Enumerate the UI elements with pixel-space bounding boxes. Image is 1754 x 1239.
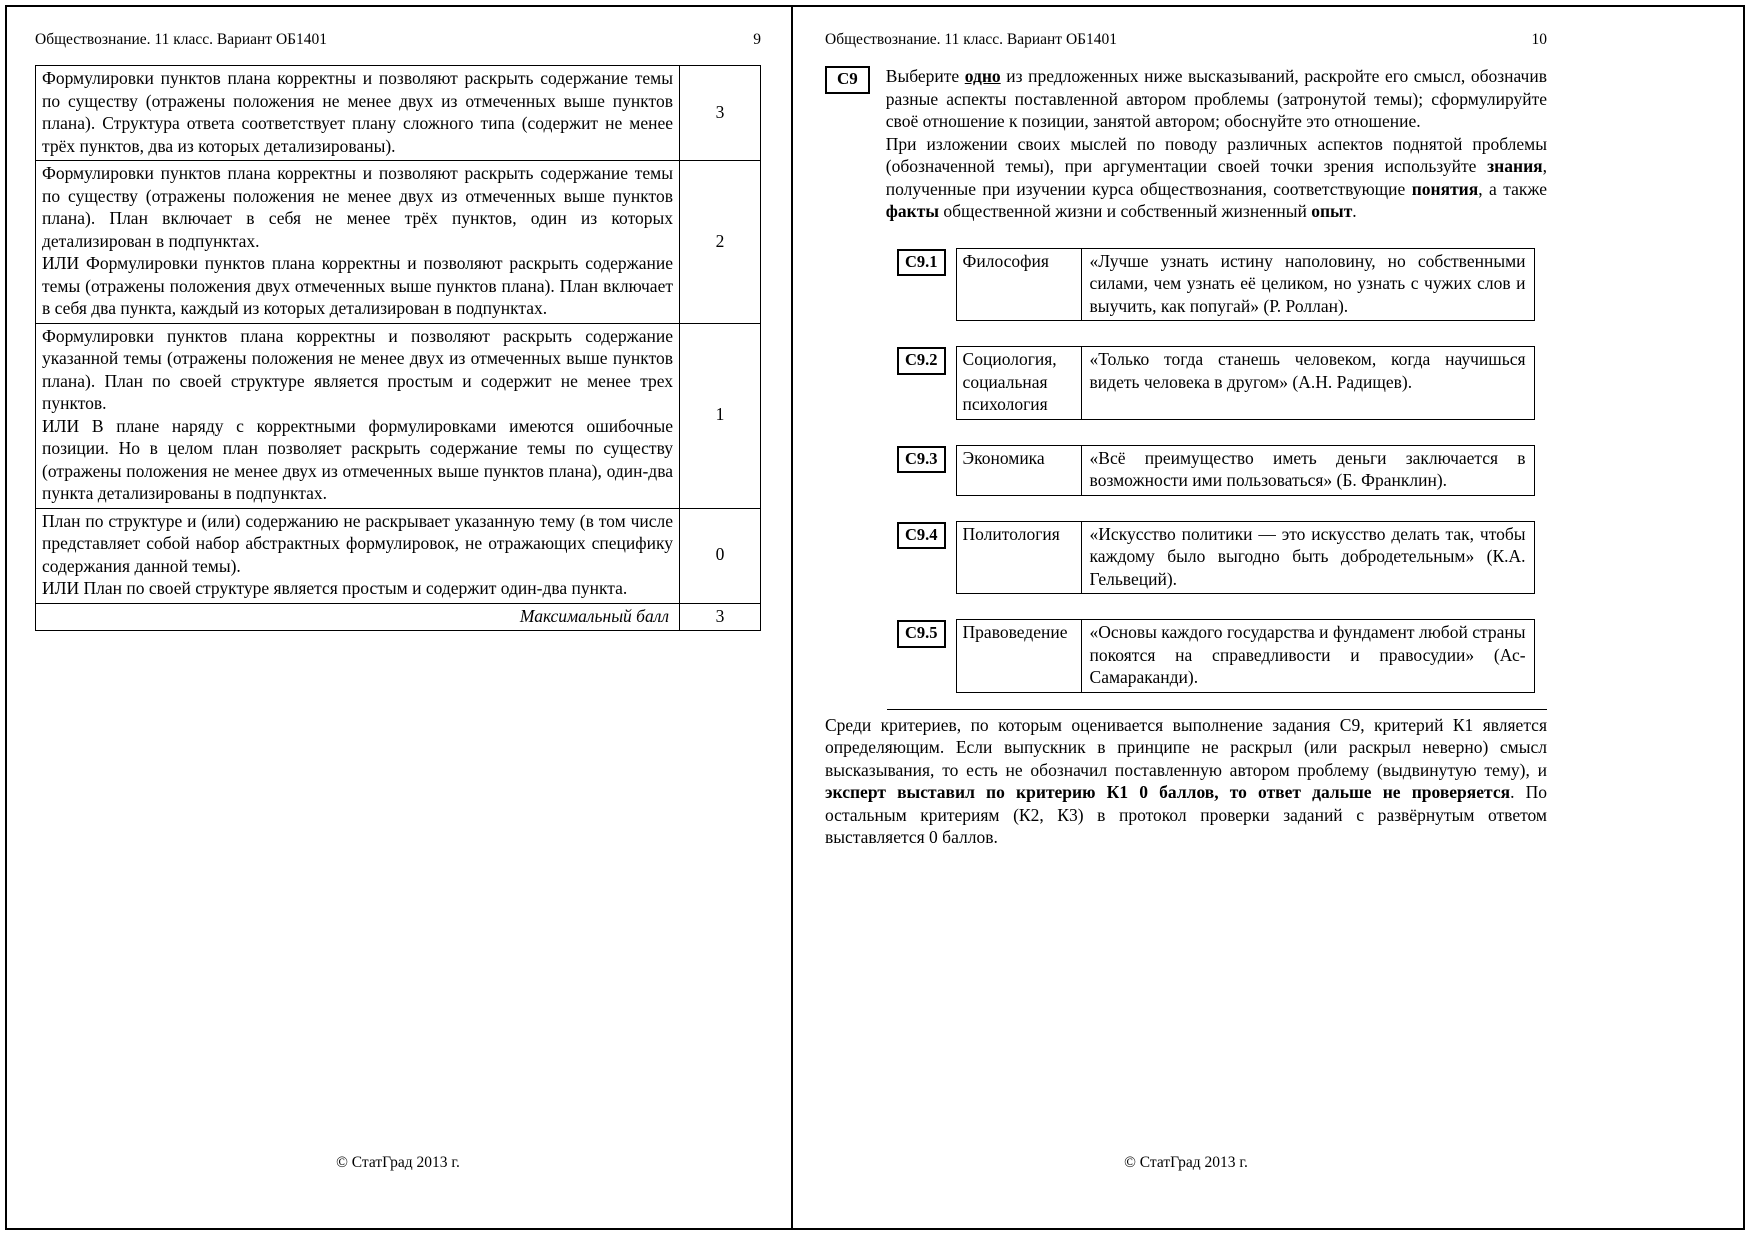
topic-cells <box>956 248 1535 322</box>
text-segment: знания <box>1487 156 1543 176</box>
criterion-text <box>36 323 680 508</box>
criterion-score: 1 <box>680 323 761 508</box>
page-10-content <box>825 31 1547 849</box>
topic-quote: «Искусство политики — это искусство делать так, чтобы каждому было выгодно быть добродетельным» (К.А. Гельвеций). <box>1082 521 1535 595</box>
topic-quote: «Только тогда станешь человеком, когда научишься видеть человека в другом» (А.Н. Радищев). <box>1082 346 1535 420</box>
task-c9-block <box>825 65 1547 223</box>
criterion-paragraph: Формулировки пунктов плана корректны и позволяют раскрыть содержание темы по существу (отражены положения не менее двух из отмеченных выше пунктов плана). Структура ответа соответствует плану сложного типа (содержит не менее трёх пунктов, два из которых детализированы). <box>42 68 673 156</box>
text-segment: , а также <box>1478 178 1547 199</box>
document-title: Обществознание. 11 класс. Вариант ОБ1401 <box>825 31 1118 48</box>
topic-label: С9.4 <box>897 522 946 550</box>
topic-label: С9.3 <box>897 446 946 474</box>
criteria-row-score-1 <box>36 323 761 508</box>
topic-subject: Политология <box>956 521 1082 595</box>
criterion-paragraph: ИЛИ План по своей структуре является простым и содержит один-два пункта. <box>42 578 628 598</box>
topic-quote: «Основы каждого государства и фундамент любой страны покоятся на справедливости и правосудии» (Ас-Самараканди). <box>1082 619 1535 693</box>
page-number: 10 <box>1531 31 1547 48</box>
document-title: Обществознание. 11 класс. Вариант ОБ1401 <box>35 31 328 48</box>
topic-subject: Социология, социальная психология <box>956 346 1082 420</box>
topic-cells <box>956 346 1535 420</box>
topic-row-c9-1 <box>897 248 1547 322</box>
text-segment: , полученные при изучении курса обществознания, соответствующие <box>885 156 1547 199</box>
criterion-paragraph: ИЛИ Формулировки пунктов плана корректны и позволяют раскрыть содержание темы (отражены положения двух отмеченных выше пунктов плана). План включает в себя два пункта, каждый из которых детализирован в подпунктах. <box>42 253 673 318</box>
criterion-paragraph: Формулировки пунктов плана корректны и позволяют раскрыть содержание темы по существу (отражены положения не менее двух из отмеченных выше пунктов плана). План включает в себя не менее трёх пунктов, один из которых детализирован в подпунктах. <box>42 163 673 251</box>
criterion-score: 2 <box>680 161 761 324</box>
text-segment: факты <box>885 201 939 221</box>
grading-note <box>825 714 1547 849</box>
criterion-text <box>36 508 680 603</box>
task-c9-text <box>886 65 1547 223</box>
criterion-text <box>36 161 680 324</box>
page-footer: © СтатГрад 2013 г. <box>336 1154 460 1171</box>
topic-subject: Правоведение <box>956 619 1082 693</box>
criteria-row-score-3 <box>36 66 761 161</box>
criteria-row-score-0 <box>36 508 761 603</box>
topic-subject: Философия <box>956 248 1082 322</box>
text-segment: . По остальным критериям (К2, К3) в протокол проверки заданий с развёрнутым ответом выставляется 0 баллов. <box>825 782 1548 847</box>
criterion-paragraph: Формулировки пунктов плана корректны и позволяют раскрыть содержание указанной темы (отражены положения не менее двух из отмеченных выше пунктов плана). План по своей структуре является простым и содержит не менее трех пунктов. <box>42 325 673 413</box>
text-segment: из предложенных ниже высказываний, раскройте его смысл, обозначив разные аспекты поставленной автором проблемы (затронутой темы); сформулируйте своё отношение к позиции, занятой автором; обоснуйте это отношение. <box>885 66 1547 131</box>
text-segment: одно <box>964 66 1001 86</box>
text-segment: общественной жизни и собственный жизненный <box>938 201 1312 221</box>
text-segment: При изложении своих мыслей по поводу различных аспектов поднятой проблемы (обозначенной темы), при аргументации своей точки зрения используйте <box>885 133 1547 176</box>
topic-cells <box>956 445 1535 496</box>
topic-cells <box>956 619 1535 693</box>
topic-row-c9-2 <box>897 346 1547 420</box>
topic-subject: Экономика <box>956 445 1082 496</box>
text-segment: опыт <box>1311 201 1353 221</box>
page-10 <box>793 7 1743 1228</box>
max-score-row <box>36 603 761 631</box>
topic-cells <box>956 521 1535 595</box>
topic-row-c9-5 <box>897 619 1547 693</box>
topic-quote: «Лучше узнать истину наполовину, но собственными силами, чем узнать её целиком, но узнать с чужих слов и выучить, как попугай» (Р. Роллан). <box>1082 248 1535 322</box>
page-header <box>825 31 1547 49</box>
criterion-score: 0 <box>680 508 761 603</box>
text-segment: . <box>1352 201 1357 221</box>
topic-label: С9.2 <box>897 347 946 375</box>
note-divider <box>887 709 1547 710</box>
text-segment: эксперт выставил по критерию К1 0 баллов, то ответ дальше не проверяется <box>825 782 1511 802</box>
text-segment: Среди критериев, по которым оценивается выполнение задания С9, критерий К1 является определяющим. Если выпускник в принципе не раскрыл (или раскрыл неверно) смысл высказывания, то есть не обозначил поставленную автором проблему (выдвинутую тему), и <box>825 714 1547 780</box>
topic-row-c9-3 <box>897 445 1547 496</box>
criterion-text <box>36 66 680 161</box>
topic-row-c9-4 <box>897 521 1547 595</box>
max-score-label: Максимальный балл <box>36 603 680 631</box>
criterion-score: 3 <box>680 66 761 161</box>
task-c9-label: С9 <box>825 66 870 94</box>
task-paragraph <box>886 65 1547 133</box>
max-score-value: 3 <box>680 603 761 631</box>
document-frame <box>5 5 1745 1230</box>
page-9-content <box>35 31 761 631</box>
topic-label: С9.5 <box>897 620 946 648</box>
task-paragraph <box>886 133 1547 223</box>
page-header <box>35 31 761 49</box>
scoring-criteria-table <box>35 65 761 631</box>
page-footer: © СтатГрад 2013 г. <box>1124 1154 1248 1171</box>
text-segment: Выберите <box>885 66 965 86</box>
page-number: 9 <box>753 31 761 48</box>
topic-quote: «Всё преимущество иметь деньги заключается в возможности ими пользоваться» (Б. Франклин). <box>1082 445 1535 496</box>
criterion-paragraph: ИЛИ В плане наряду с корректными формулировками имеются ошибочные позиции. Но в целом план позволяет раскрыть содержание темы по существу (отражены положения не менее двух из отмеченных выше пунктов плана), один-два пункта детализированы в подпунктах. <box>42 415 673 503</box>
criteria-row-score-2 <box>36 161 761 324</box>
topic-label: С9.1 <box>897 249 946 277</box>
page-9 <box>7 7 793 1228</box>
text-segment: понятия <box>1411 178 1479 199</box>
criterion-paragraph: План по структуре и (или) содержанию не раскрывает указанную тему (в том числе представляет собой набор абстрактных формулировок, не отражающих специфику содержания данной темы). <box>42 510 673 576</box>
